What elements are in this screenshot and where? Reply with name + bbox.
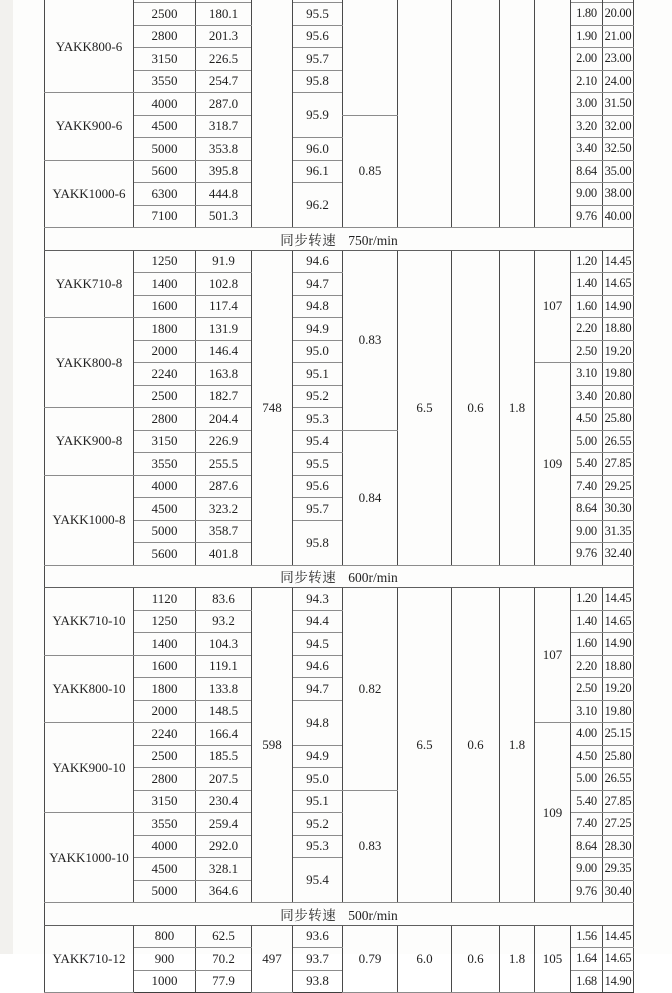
cell-current: 148.5 — [196, 700, 252, 723]
cell-current: 254.7 — [196, 70, 252, 93]
cell-current: 166.4 — [196, 723, 252, 746]
sync-speed-header — [45, 228, 634, 251]
cell-param11: 9.00 — [571, 520, 603, 543]
cell-param12: 21.00 — [603, 25, 634, 48]
sync-speed-label: 同步转速 — [280, 232, 337, 248]
cell-power: 1250 — [134, 610, 196, 633]
table-wrapper — [44, 0, 634, 993]
cell-current: 83.6 — [196, 588, 252, 611]
cell-param11: 9.76 — [571, 205, 603, 228]
cell-efficiency: 95.7 — [293, 498, 343, 521]
sync-speed-label: 同步转速 — [280, 907, 337, 923]
cell-current: 230.4 — [196, 790, 252, 813]
cell-param12: 14.45 — [603, 925, 634, 948]
cell-param11: 1.20 — [571, 250, 603, 273]
cell-param8 — [452, 3, 500, 228]
cell-power: 3550 — [134, 453, 196, 476]
cell-efficiency: 95.8 — [293, 520, 343, 565]
cell-efficiency: 95.1 — [293, 363, 343, 386]
cell-param11: 9.76 — [571, 880, 603, 903]
cell-param11: 5.00 — [571, 430, 603, 453]
cell-param11: 2.20 — [571, 655, 603, 678]
cell-current: 318.7 — [196, 115, 252, 138]
cell-power: 3550 — [134, 70, 196, 93]
cell-current: 182.7 — [196, 385, 252, 408]
cell-current: 204.4 — [196, 408, 252, 431]
cell-param12: 20.00 — [603, 3, 634, 26]
cell-power: 2500 — [134, 3, 196, 26]
cell-power: 2000 — [134, 700, 196, 723]
cell-power: 5000 — [134, 880, 196, 903]
page-edge-strip — [0, 0, 13, 954]
cell-current: 180.1 — [196, 3, 252, 26]
cell-power: 1000 — [134, 970, 196, 993]
cell-efficiency: 95.8 — [293, 70, 343, 93]
cell-param11: 1.20 — [571, 588, 603, 611]
cell-power: 2000 — [134, 340, 196, 363]
cell-current: 401.8 — [196, 543, 252, 566]
cell-param12: 32.50 — [603, 138, 634, 161]
cell-power: 3550 — [134, 813, 196, 836]
cell-current: 328.1 — [196, 858, 252, 881]
cell-param11: 4.50 — [571, 745, 603, 768]
cell-efficiency: 96.1 — [293, 160, 343, 183]
cell-param12: 18.80 — [603, 655, 634, 678]
cell-param11: 2.50 — [571, 678, 603, 701]
cell-power-factor: 0.83 — [343, 790, 398, 903]
cell-efficiency: 95.0 — [293, 768, 343, 791]
cell-param12: 19.80 — [603, 363, 634, 386]
cell-current: 364.6 — [196, 880, 252, 903]
cell-param11: 9.76 — [571, 543, 603, 566]
cell-param10: 109 — [535, 723, 571, 903]
cell-efficiency: 95.6 — [293, 475, 343, 498]
cell-power: 3150 — [134, 790, 196, 813]
cell-power-factor — [343, 3, 398, 116]
cell-efficiency: 94.9 — [293, 318, 343, 341]
cell-param11: 2.10 — [571, 70, 603, 93]
cell-param11: 4.00 — [571, 723, 603, 746]
sync-speed-value: 750r/min — [348, 232, 398, 248]
cell-current: 226.9 — [196, 430, 252, 453]
cell-param12: 25.80 — [603, 745, 634, 768]
cell-efficiency: 94.9 — [293, 745, 343, 768]
cell-efficiency: 94.3 — [293, 588, 343, 611]
cell-param11: 8.64 — [571, 160, 603, 183]
cell-param12: 20.80 — [603, 385, 634, 408]
cell-current: 444.8 — [196, 183, 252, 206]
cell-param11: 3.10 — [571, 700, 603, 723]
cell-param12: 26.55 — [603, 430, 634, 453]
cell-efficiency: 94.7 — [293, 678, 343, 701]
cell-param11: 3.40 — [571, 138, 603, 161]
cell-param10: 105 — [535, 925, 571, 993]
cell-efficiency: 95.7 — [293, 48, 343, 71]
cell-current: 62.5 — [196, 925, 252, 948]
cell-power: 4000 — [134, 475, 196, 498]
cell-power: 3150 — [134, 430, 196, 453]
cell-efficiency: 94.5 — [293, 633, 343, 656]
cell-power: 1800 — [134, 678, 196, 701]
sync-speed-header — [45, 565, 634, 588]
cell-power: 5600 — [134, 543, 196, 566]
cell-power: 4500 — [134, 498, 196, 521]
cell-efficiency: 93.6 — [293, 925, 343, 948]
cell-efficiency: 94.6 — [293, 655, 343, 678]
cell-param11: 1.60 — [571, 295, 603, 318]
cell-efficiency: 95.9 — [293, 93, 343, 138]
cell-current: 255.5 — [196, 453, 252, 476]
cell-param12: 25.15 — [603, 723, 634, 746]
cell-current: 131.9 — [196, 318, 252, 341]
cell-efficiency: 95.6 — [293, 25, 343, 48]
cell-param11: 2.00 — [571, 48, 603, 71]
cell-param7: 6.0 — [398, 925, 452, 993]
cell-param12: 19.80 — [603, 700, 634, 723]
cell-power: 5000 — [134, 138, 196, 161]
cell-param11: 1.40 — [571, 273, 603, 296]
cell-param9: 1.8 — [500, 588, 535, 903]
cell-model: YAKK710-12 — [45, 925, 134, 993]
cell-model: YAKK1000-8 — [45, 475, 134, 565]
cell-current: 287.0 — [196, 93, 252, 116]
cell-power: 4500 — [134, 115, 196, 138]
cell-param11: 8.64 — [571, 498, 603, 521]
cell-power-factor: 0.82 — [343, 588, 398, 791]
cell-param12: 18.80 — [603, 318, 634, 341]
cell-param11: 3.40 — [571, 385, 603, 408]
cell-param12: 14.90 — [603, 633, 634, 656]
cell-power: 1400 — [134, 633, 196, 656]
cell-param8: 0.6 — [452, 250, 500, 565]
cell-param11: 1.80 — [571, 3, 603, 26]
cell-param11: 3.10 — [571, 363, 603, 386]
cell-param11: 9.00 — [571, 858, 603, 881]
cell-param12: 27.25 — [603, 813, 634, 836]
cell-efficiency: 93.7 — [293, 948, 343, 971]
cell-current: 207.5 — [196, 768, 252, 791]
cell-model: YAKK800-8 — [45, 318, 134, 408]
cell-param12: 27.85 — [603, 453, 634, 476]
cell-power: 2240 — [134, 363, 196, 386]
cell-efficiency: 95.4 — [293, 858, 343, 903]
cell-efficiency: 94.6 — [293, 250, 343, 273]
cell-param11: 7.40 — [571, 475, 603, 498]
cell-param12: 14.90 — [603, 970, 634, 993]
cell-power: 2240 — [134, 723, 196, 746]
cell-param12: 14.65 — [603, 610, 634, 633]
cell-power: 2500 — [134, 385, 196, 408]
cell-efficiency: 95.1 — [293, 790, 343, 813]
cell-current: 93.2 — [196, 610, 252, 633]
cell-param9: 1.8 — [500, 250, 535, 565]
cell-param11: 1.40 — [571, 610, 603, 633]
cell-current: 292.0 — [196, 835, 252, 858]
cell-efficiency: 95.2 — [293, 385, 343, 408]
cell-current: 201.3 — [196, 25, 252, 48]
cell-power-factor: 0.84 — [343, 430, 398, 565]
cell-param12: 23.00 — [603, 48, 634, 71]
cell-current: 353.8 — [196, 138, 252, 161]
cell-power: 900 — [134, 948, 196, 971]
cell-model: YAKK900-6 — [45, 93, 134, 161]
cell-power: 1600 — [134, 655, 196, 678]
cell-power: 2800 — [134, 25, 196, 48]
cell-power-factor: 0.85 — [343, 115, 398, 228]
cell-efficiency: 94.7 — [293, 273, 343, 296]
cell-param11: 5.40 — [571, 790, 603, 813]
sync-speed-label: 同步转速 — [280, 570, 337, 586]
cell-param11: 5.00 — [571, 768, 603, 791]
cell-power: 3150 — [134, 48, 196, 71]
cell-param7 — [398, 3, 452, 228]
cell-current: 91.9 — [196, 250, 252, 273]
cell-current: 104.3 — [196, 633, 252, 656]
cell-param12: 28.30 — [603, 835, 634, 858]
cell-param10 — [535, 3, 571, 228]
cell-current: 358.7 — [196, 520, 252, 543]
cell-power: 2800 — [134, 408, 196, 431]
cell-param12: 14.45 — [603, 588, 634, 611]
cell-speed: 748 — [252, 250, 293, 565]
cell-param11: 2.50 — [571, 340, 603, 363]
cell-param11: 1.90 — [571, 25, 603, 48]
cell-current: 146.4 — [196, 340, 252, 363]
cell-power: 2500 — [134, 745, 196, 768]
cell-current: 501.3 — [196, 205, 252, 228]
cell-param8: 0.6 — [452, 925, 500, 993]
cell-param11: 1.64 — [571, 948, 603, 971]
cell-power-factor: 0.83 — [343, 250, 398, 430]
cell-param8: 0.6 — [452, 588, 500, 903]
cell-param11: 4.50 — [571, 408, 603, 431]
cell-efficiency: 95.3 — [293, 408, 343, 431]
cell-current: 133.8 — [196, 678, 252, 701]
cell-param7: 6.5 — [398, 588, 452, 903]
cell-param11: 1.56 — [571, 925, 603, 948]
cell-current: 259.4 — [196, 813, 252, 836]
cell-current: 323.2 — [196, 498, 252, 521]
cell-efficiency: 95.4 — [293, 430, 343, 453]
cell-model: YAKK800-10 — [45, 655, 134, 723]
cell-param12: 32.40 — [603, 543, 634, 566]
cell-power: 5600 — [134, 160, 196, 183]
cell-current: 70.2 — [196, 948, 252, 971]
cell-power: 1800 — [134, 318, 196, 341]
cell-speed: 598 — [252, 588, 293, 903]
cell-power: 800 — [134, 925, 196, 948]
cell-param7: 6.5 — [398, 250, 452, 565]
cell-current: 185.5 — [196, 745, 252, 768]
cell-model: YAKK900-8 — [45, 408, 134, 476]
cell-power: 4500 — [134, 858, 196, 881]
cell-param11: 7.40 — [571, 813, 603, 836]
cell-current: 77.9 — [196, 970, 252, 993]
sync-speed-value: 500r/min — [348, 907, 398, 923]
cell-param11: 8.64 — [571, 835, 603, 858]
cell-param12: 14.65 — [603, 273, 634, 296]
cell-current: 117.4 — [196, 295, 252, 318]
cell-power: 1400 — [134, 273, 196, 296]
cell-power: 6300 — [134, 183, 196, 206]
cell-current: 102.8 — [196, 273, 252, 296]
cell-param9 — [500, 3, 535, 228]
cell-current: 119.1 — [196, 655, 252, 678]
cell-param12: 35.00 — [603, 160, 634, 183]
cell-power: 1120 — [134, 588, 196, 611]
cell-model: YAKK710-10 — [45, 588, 134, 656]
cell-param11: 2.20 — [571, 318, 603, 341]
cell-param10: 109 — [535, 363, 571, 566]
cell-param12: 27.85 — [603, 790, 634, 813]
cell-efficiency: 94.4 — [293, 610, 343, 633]
cell-param12: 19.20 — [603, 340, 634, 363]
cell-power: 1250 — [134, 250, 196, 273]
cell-param12: 30.30 — [603, 498, 634, 521]
cell-param12: 31.35 — [603, 520, 634, 543]
motor-spec-table — [44, 0, 634, 993]
cell-speed — [252, 3, 293, 228]
cell-param12: 14.90 — [603, 295, 634, 318]
cell-power: 1600 — [134, 295, 196, 318]
cell-param12: 25.80 — [603, 408, 634, 431]
cell-current: 287.6 — [196, 475, 252, 498]
sync-speed-value: 600r/min — [348, 570, 398, 586]
sync-speed-header — [45, 903, 634, 926]
cell-power: 7100 — [134, 205, 196, 228]
cell-param11: 5.40 — [571, 453, 603, 476]
cell-efficiency: 95.5 — [293, 453, 343, 476]
cell-model: YAKK1000-6 — [45, 160, 134, 228]
cell-speed: 497 — [252, 925, 293, 993]
cell-param12: 14.45 — [603, 250, 634, 273]
cell-efficiency: 96.0 — [293, 138, 343, 161]
cell-param11: 1.68 — [571, 970, 603, 993]
cell-power: 4000 — [134, 93, 196, 116]
cell-efficiency: 95.5 — [293, 3, 343, 26]
cell-param12: 30.40 — [603, 880, 634, 903]
cell-param12: 29.35 — [603, 858, 634, 881]
cell-param12: 26.55 — [603, 768, 634, 791]
cell-param11: 3.20 — [571, 115, 603, 138]
cell-param12: 32.00 — [603, 115, 634, 138]
cell-param11: 3.00 — [571, 93, 603, 116]
cell-param12: 29.25 — [603, 475, 634, 498]
cell-param10: 107 — [535, 250, 571, 363]
cell-efficiency: 95.0 — [293, 340, 343, 363]
cell-current: 395.8 — [196, 160, 252, 183]
cell-model: YAKK1000-10 — [45, 813, 134, 903]
cell-param12: 19.20 — [603, 678, 634, 701]
cell-param12: 31.50 — [603, 93, 634, 116]
cell-efficiency: 94.8 — [293, 295, 343, 318]
cell-efficiency: 93.8 — [293, 970, 343, 993]
cell-efficiency: 95.3 — [293, 835, 343, 858]
cell-power: 4000 — [134, 835, 196, 858]
cell-param10: 107 — [535, 588, 571, 723]
cell-current: 163.8 — [196, 363, 252, 386]
cell-param11: 9.00 — [571, 183, 603, 206]
cell-efficiency: 96.2 — [293, 183, 343, 228]
cell-param12: 14.65 — [603, 948, 634, 971]
cell-param9: 1.8 — [500, 925, 535, 993]
cell-param12: 24.00 — [603, 70, 634, 93]
cell-model: YAKK800-6 — [45, 3, 134, 93]
cell-param12: 38.00 — [603, 183, 634, 206]
cell-power: 5000 — [134, 520, 196, 543]
cell-param11: 1.60 — [571, 633, 603, 656]
cell-model: YAKK710-8 — [45, 250, 134, 318]
cell-current: 226.5 — [196, 48, 252, 71]
cell-efficiency: 94.8 — [293, 700, 343, 745]
cell-power-factor: 0.79 — [343, 925, 398, 993]
cell-power: 2800 — [134, 768, 196, 791]
cell-param12: 40.00 — [603, 205, 634, 228]
cell-model: YAKK900-10 — [45, 723, 134, 813]
cell-efficiency: 95.2 — [293, 813, 343, 836]
